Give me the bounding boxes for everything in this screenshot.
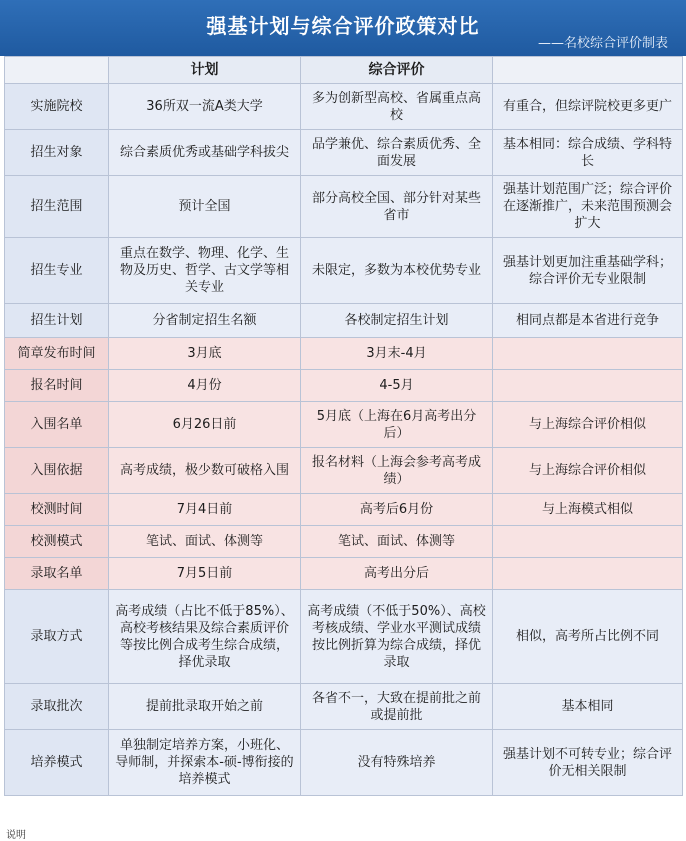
table-row xyxy=(5,526,683,558)
comparison-cell: 与上海综合评价相似 xyxy=(493,448,683,494)
plan-cell: 预计全国 xyxy=(109,176,301,238)
plan-cell: 高考成绩，极少数可破格入围 xyxy=(109,448,301,494)
comprehensive-cell: 部分高校全国、部分针对某些省市 xyxy=(301,176,493,238)
comparison-cell: 与上海模式相似 xyxy=(493,494,683,526)
comprehensive-cell: 高考成绩（不低于50%）、高校考核成绩、学业水平测试成绩按比例折算为综合成绩，择优录取 xyxy=(301,590,493,684)
row-label-cell: 入围名单 xyxy=(5,402,109,448)
comprehensive-cell: 各校制定招生计划 xyxy=(301,304,493,338)
comprehensive-cell: 没有特殊培养 xyxy=(301,730,493,796)
plan-cell: 综合素质优秀或基础学科拔尖 xyxy=(109,130,301,176)
title-banner xyxy=(0,0,686,56)
plan-cell: 提前批录取开始之前 xyxy=(109,684,301,730)
table-body xyxy=(5,84,683,796)
comparison-cell: 相同点都是本省进行竞争 xyxy=(493,304,683,338)
row-label-cell: 录取方式 xyxy=(5,590,109,684)
row-label-cell: 招生专业 xyxy=(5,238,109,304)
comprehensive-cell: 各省不一，大致在提前批之前或提前批 xyxy=(301,684,493,730)
comprehensive-cell: 3月末-4月 xyxy=(301,338,493,370)
comprehensive-cell: 4-5月 xyxy=(301,370,493,402)
page-subtitle: ——名校综合评价制表 xyxy=(537,36,668,51)
comparison-cell: 强基计划不可转专业；综合评价无相关限制 xyxy=(493,730,683,796)
comparison-cell: 基本相同：综合成绩、学科特长 xyxy=(493,130,683,176)
comprehensive-cell: 5月底（上海在6月高考出分后） xyxy=(301,402,493,448)
row-label-cell: 入围依据 xyxy=(5,448,109,494)
row-label-cell: 招生范围 xyxy=(5,176,109,238)
comprehensive-cell: 品学兼优、综合素质优秀、全面发展 xyxy=(301,130,493,176)
comparison-cell: 强基计划更加注重基础学科；综合评价无专业限制 xyxy=(493,238,683,304)
table-row xyxy=(5,590,683,684)
plan-cell: 4月份 xyxy=(109,370,301,402)
table-row xyxy=(5,448,683,494)
comparison-cell xyxy=(493,338,683,370)
plan-cell: 高考成绩（占比不低于85%）、高校考核结果及综合素质评价等按比例合成考生综合成绩，择优录取 xyxy=(109,590,301,684)
row-label-cell: 招生对象 xyxy=(5,130,109,176)
table-row xyxy=(5,370,683,402)
comprehensive-cell: 报名材料（上海会参考高考成绩） xyxy=(301,448,493,494)
column-header-plan: 计划 xyxy=(109,57,301,84)
row-label-cell: 录取批次 xyxy=(5,684,109,730)
plan-cell: 笔试、面试、体测等 xyxy=(109,526,301,558)
plan-cell: 7月5日前 xyxy=(109,558,301,590)
comparison-cell xyxy=(493,370,683,402)
footnote: 说明 xyxy=(6,830,26,841)
plan-cell: 7月4日前 xyxy=(109,494,301,526)
row-label-cell: 培养模式 xyxy=(5,730,109,796)
header-row xyxy=(5,57,683,84)
comparison-cell: 强基计划范围广泛；综合评价在逐渐推广，未来范围预测会扩大 xyxy=(493,176,683,238)
table-row xyxy=(5,338,683,370)
table-row xyxy=(5,84,683,130)
comprehensive-cell: 未限定，多数为本校优势专业 xyxy=(301,238,493,304)
comprehensive-cell: 高考出分后 xyxy=(301,558,493,590)
comparison-cell xyxy=(493,558,683,590)
table-row xyxy=(5,730,683,796)
column-header-comparison xyxy=(493,57,683,84)
table-row xyxy=(5,684,683,730)
plan-cell: 3月底 xyxy=(109,338,301,370)
row-label-cell: 校测模式 xyxy=(5,526,109,558)
row-label-cell: 录取名单 xyxy=(5,558,109,590)
plan-cell: 6月26日前 xyxy=(109,402,301,448)
comprehensive-cell: 笔试、面试、体测等 xyxy=(301,526,493,558)
comparison-cell: 相似，高考所占比例不同 xyxy=(493,590,683,684)
row-label-cell: 报名时间 xyxy=(5,370,109,402)
table-row xyxy=(5,304,683,338)
row-label-cell: 招生计划 xyxy=(5,304,109,338)
table-row xyxy=(5,238,683,304)
comparison-cell: 有重合，但综评院校更多更广 xyxy=(493,84,683,130)
comparison-cell: 基本相同 xyxy=(493,684,683,730)
comparison-cell: 与上海综合评价相似 xyxy=(493,402,683,448)
row-label-cell: 简章发布时间 xyxy=(5,338,109,370)
plan-cell: 单独制定培养方案，小班化、导师制，并探索本-硕-博衔接的培养模式 xyxy=(109,730,301,796)
plan-cell: 36所双一流A类大学 xyxy=(109,84,301,130)
table-row xyxy=(5,176,683,238)
comprehensive-cell: 高考后6月份 xyxy=(301,494,493,526)
comprehensive-cell: 多为创新型高校、省属重点高校 xyxy=(301,84,493,130)
page-title: 强基计划与综合评价政策对比 xyxy=(206,14,480,38)
table-row xyxy=(5,558,683,590)
table-row xyxy=(5,402,683,448)
comparison-cell xyxy=(493,526,683,558)
plan-cell: 分省制定招生名额 xyxy=(109,304,301,338)
column-header-comprehensive: 综合评价 xyxy=(301,57,493,84)
table-row xyxy=(5,494,683,526)
row-label-cell: 校测时间 xyxy=(5,494,109,526)
comparison-table xyxy=(4,56,683,796)
table-row xyxy=(5,130,683,176)
row-label-cell: 实施院校 xyxy=(5,84,109,130)
column-header-item xyxy=(5,57,109,84)
plan-cell: 重点在数学、物理、化学、生物及历史、哲学、古文学等相关专业 xyxy=(109,238,301,304)
